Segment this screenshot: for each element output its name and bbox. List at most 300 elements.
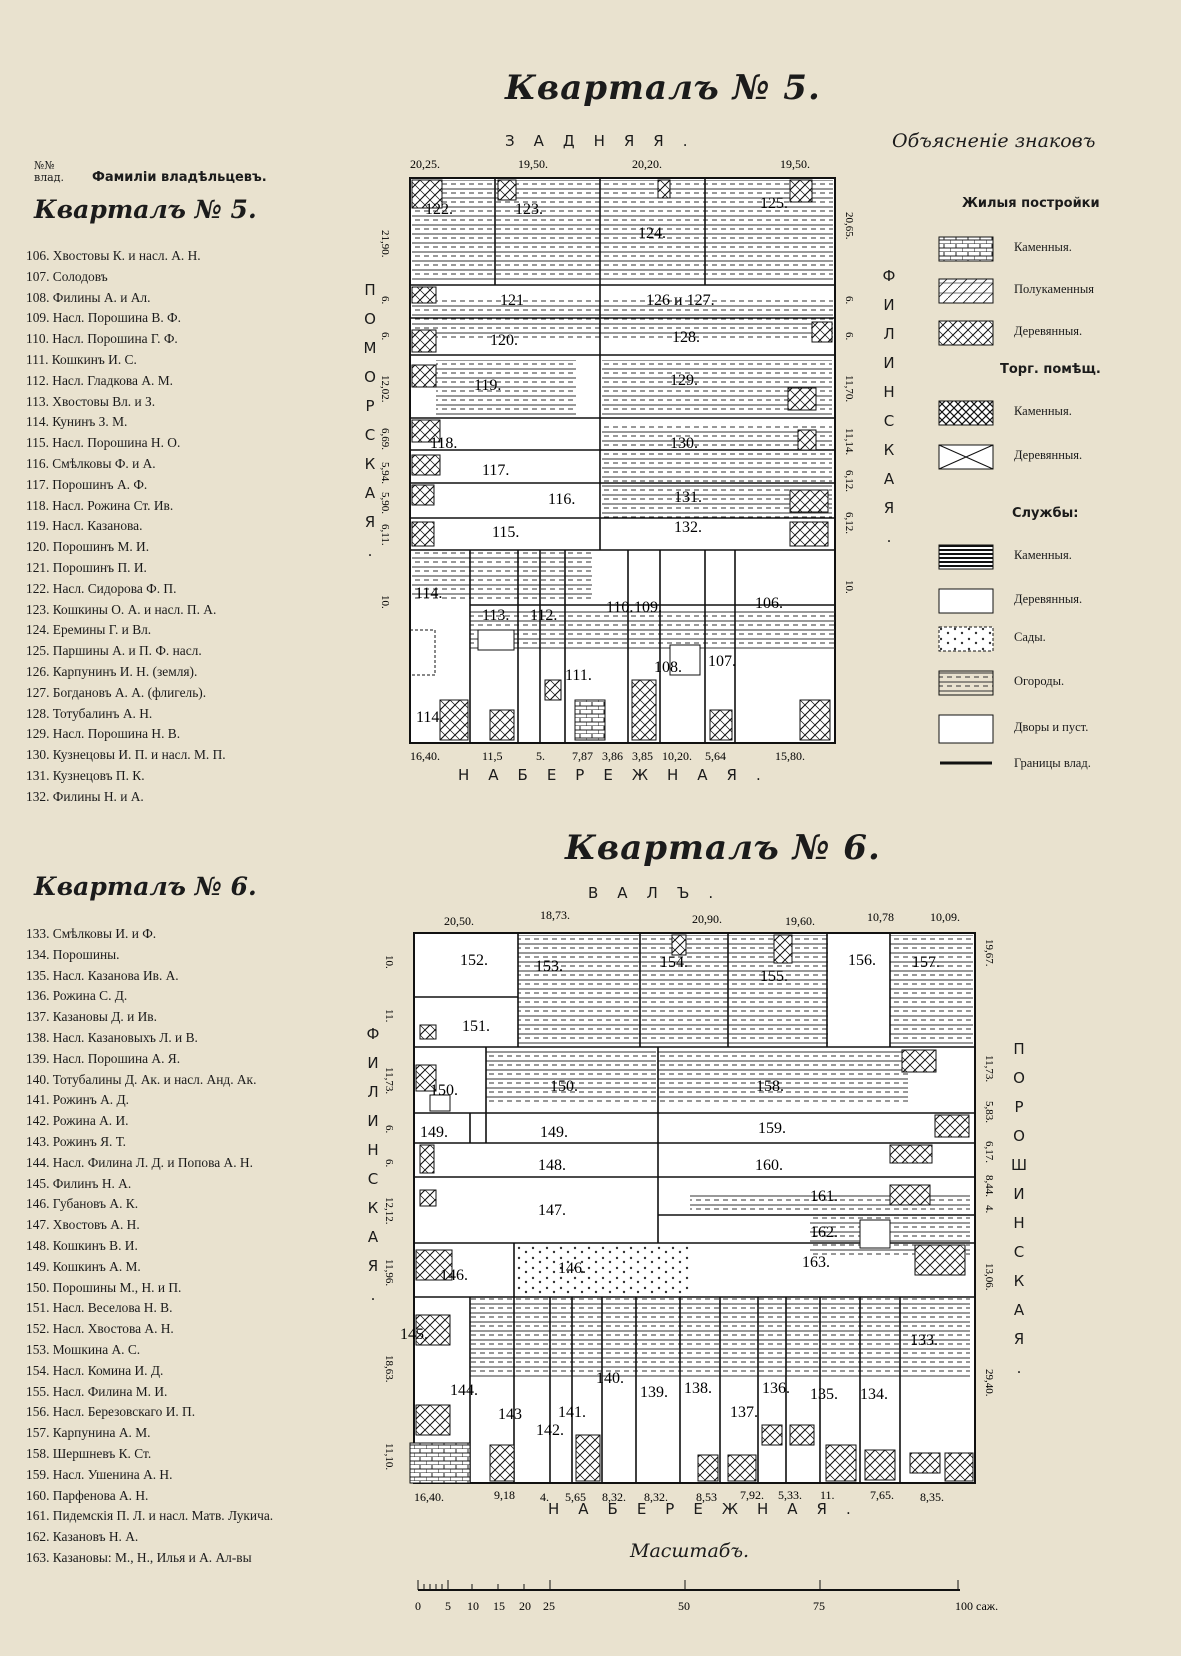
owner-list-item: 152. Насл. Хвостова А. Н. [26, 1321, 174, 1337]
street-letter: . [370, 1286, 376, 1304]
building-wooden [812, 322, 832, 342]
street-letter: П [364, 281, 376, 299]
building-wooden [710, 710, 732, 740]
kv5-bottom-dim: 11,5 [482, 749, 503, 763]
owner-list-item: 141. Рожинъ А. Д. [26, 1092, 129, 1108]
street-letter: Ф [366, 1025, 380, 1043]
kv6-left-dims [383, 955, 395, 1470]
lot-label: 155. [760, 968, 788, 985]
lot-label: 150. [430, 1082, 458, 1099]
legend-label: Полукаменныя [1014, 282, 1095, 296]
street-letter: К [367, 1199, 379, 1217]
lot-label: 139. [640, 1384, 668, 1401]
owner-list-item: 130. Кузнецовы И. П. и насл. М. П. [26, 747, 226, 763]
lot-label: 154. [660, 954, 688, 971]
owner-list-item: 150. Порошины М., Н. и П. [26, 1279, 182, 1295]
owner-list-item: 107. Солодовъ [26, 268, 108, 284]
kv6-right-dim: 29,40. [983, 1369, 995, 1397]
building-wooden [490, 710, 514, 740]
street-letter: О [364, 310, 376, 328]
building-wooden [412, 522, 434, 546]
kv6-right-dim: 8,44. [983, 1175, 995, 1197]
kv6-top-dim: 20,50. [444, 914, 474, 928]
building-wooden [790, 1425, 814, 1445]
owner-list-item: 110. Насл. Порошина Г. Ф. [26, 331, 178, 347]
legend-swatch-wooden-service [938, 588, 994, 614]
kv6-bottom-dim: 5,65 [565, 1490, 586, 1504]
lot-label: 110. [606, 599, 634, 616]
owner-list-item: 129. Насл. Порошина Н. В. [26, 726, 181, 742]
kv6-left-dim: 6. [383, 1159, 395, 1168]
lot-label: 125. [760, 195, 788, 212]
lot-label: 137. [730, 1404, 758, 1421]
kv5-street-top: ЗАДНЯЯ. [505, 132, 707, 150]
kv5-left-dim: 5,94. [379, 462, 391, 484]
lot-label: 150. [550, 1078, 578, 1095]
lot-label: 149. [420, 1124, 448, 1141]
lot-label: 111. [565, 667, 592, 684]
kv6-bottom-dim: 9,18 [494, 1488, 515, 1502]
street-letter: П [1013, 1040, 1025, 1058]
legend-swatch-gardens [938, 626, 994, 652]
building-wooden [826, 1445, 856, 1481]
legend-swatch-stone-service [938, 544, 994, 570]
legend-label: Деревянныя. [1014, 448, 1083, 462]
lot-label: 130. [670, 435, 698, 452]
owner-list-item: 137. Казановы Д. и Ив. [26, 1009, 157, 1025]
street-letter: М [363, 339, 377, 357]
building-stone [575, 700, 605, 740]
kv5-garden [412, 300, 833, 340]
street-letter: И [367, 1054, 379, 1072]
building-wooden [890, 1145, 932, 1163]
street-letter: Н [367, 1141, 379, 1159]
lot-label: 158. [756, 1078, 784, 1095]
street-letter: Н [883, 383, 895, 401]
kv5-bottom-dim: 16,40. [410, 749, 440, 763]
building-wooden [915, 1245, 965, 1275]
building-wooden [945, 1453, 973, 1481]
owner-list-item: 138. Насл. Казановыхъ Л. и В. [26, 1029, 198, 1045]
building-wooden [498, 180, 516, 200]
owner-list-item: 142. Рожина А. И. [26, 1113, 129, 1129]
kv5-left-dims [379, 230, 391, 609]
owner-list-item: 126. Карпунинъ И. Н. (земля). [26, 663, 198, 679]
building-wooden [788, 388, 816, 410]
owner-list-item: 125. Паршины А. и П. Ф. насл. [26, 643, 202, 659]
owner-list-item: 112. Насл. Гладкова А. М. [26, 372, 173, 388]
kv5-bottom-dim: 15,80. [775, 749, 805, 763]
kv6-right-dim: 13,06. [983, 1263, 995, 1291]
lot-label: 134. [860, 1386, 888, 1403]
lot-label: 157. [912, 954, 940, 971]
kv6-list-title: Кварталъ № 6. [34, 872, 257, 901]
kv5-bottom-dim: 5,64 [705, 749, 726, 763]
street-letter: С [367, 1170, 379, 1188]
owner-list-item: 151. Насл. Веселова Н. В. [26, 1300, 173, 1316]
lot-label: 114. [416, 709, 444, 726]
legend-label: Каменныя. [1014, 404, 1072, 418]
scale-tick: 75 [813, 1599, 825, 1613]
lot-label: 138. [684, 1380, 712, 1397]
owner-list-item: 136. Рожина С. Д. [26, 988, 128, 1004]
kv6-top-dim: 19,60. [785, 914, 815, 928]
owner-list-item: 146. Губановъ А. К. [26, 1196, 139, 1212]
owner-list-item: 113. Хвостовы Вл. и З. [26, 393, 156, 409]
kv6-title: Кварталъ № 6. [565, 828, 881, 868]
lot-label: 106. [755, 595, 783, 612]
legend-swatch-wooden-trade [938, 444, 994, 470]
building-wooden [698, 1455, 718, 1481]
kv5-bottom-dim: 5. [536, 749, 545, 763]
owner-list-item: 160. Парфенова А. Н. [26, 1487, 149, 1503]
legend-swatch-wooden-residential [938, 320, 994, 346]
kv5-right-dim: 20,65. [843, 212, 855, 240]
kv6-left-dim: 6. [383, 1125, 395, 1134]
legend-label: Сады. [1014, 630, 1046, 644]
owner-list-item: 143. Рожинъ Я. Т. [26, 1133, 126, 1149]
street-letter: Я [1013, 1330, 1025, 1348]
owner-list-item: 147. Хвостовъ А. Н. [26, 1217, 140, 1233]
kv5-bottom-dim: 3,86 [602, 749, 623, 763]
owner-list-item: 157. Карпунина А. М. [26, 1425, 151, 1441]
legend-label: Границы влад. [1014, 756, 1091, 770]
owners-names-header: Фамиліи владѣльцевъ. [92, 170, 267, 185]
building-wooden [632, 680, 656, 740]
lot-label: 116. [548, 491, 576, 508]
owner-list-item: 133. Смѣлковы И. и Ф. [26, 926, 157, 941]
kv6-bottom-dims [414, 1488, 944, 1504]
kv5-top-dim: 19,50. [780, 157, 810, 171]
kv5-bottom-dim: 3,85 [632, 749, 653, 763]
building-wooden [412, 485, 434, 505]
scale-tick: 50 [678, 1599, 690, 1613]
kv6-owners-list [26, 924, 273, 1569]
owner-list-item: 124. Еремины Г. и Вл. [26, 622, 152, 638]
street-letter: Ш [1010, 1156, 1028, 1174]
kv5-right-dim: 10. [843, 580, 855, 594]
kv6-garden [518, 935, 718, 1045]
building-wooden [910, 1453, 940, 1473]
lot-label: 114. [415, 585, 443, 602]
building-wooden [902, 1050, 936, 1072]
street-letter: О [364, 368, 376, 386]
building-wooden [790, 180, 812, 202]
owner-list-item: 131. Кузнецовъ П. К. [26, 767, 145, 783]
lot-label: 142. [536, 1422, 564, 1439]
building-wooden [545, 680, 561, 700]
building-stone [410, 1443, 470, 1483]
lot-label: 147. [538, 1202, 566, 1219]
owner-list-item: 156. Насл. Березовскаго И. П. [26, 1404, 196, 1420]
owner-list-item: 116. Смѣлковы Ф. и А. [26, 455, 156, 471]
owner-list-item: 132. Филины Н. и А. [26, 788, 144, 804]
lot-label: 141. [558, 1404, 586, 1421]
kv5-top-dim: 19,50. [518, 157, 548, 171]
owner-list-item: 149. Кошкинъ А. М. [26, 1258, 141, 1274]
kv6-bottom-dim: 4. [540, 1490, 549, 1504]
lot-label: 145. [400, 1326, 428, 1343]
lot-label: 126 и 127. [646, 292, 715, 309]
lot-label: 152. [460, 952, 488, 969]
street-letter: И [1013, 1185, 1025, 1203]
street-letter: Л [883, 325, 895, 343]
kv5-title: Кварталъ № 5. [505, 68, 821, 108]
kv6-left-dim: 11,10. [383, 1443, 395, 1471]
owner-list-item: 148. Кошкинъ В. И. [26, 1237, 138, 1253]
building-yard [860, 1220, 890, 1248]
scale-tick: 100 саж. [955, 1599, 999, 1613]
kv6-bottom-dim: 7,92. [740, 1488, 764, 1502]
legend-label: Деревянныя. [1014, 592, 1083, 606]
lot-label: 135. [810, 1386, 838, 1403]
legend-swatch-semi-stone [938, 278, 994, 304]
legend-swatch-stone-residential [938, 236, 994, 262]
street-letter: . [367, 542, 373, 560]
kv5-top-dims [410, 157, 810, 171]
kv5-right-dim: 11,14. [843, 428, 855, 456]
lot-label: 107. [708, 653, 736, 670]
kv5-list-title: Кварталъ № 5. [34, 195, 257, 224]
building-wooden [672, 935, 686, 955]
kv5-map [370, 150, 875, 765]
owner-list-item: 161. Пидемскія П. Л. и насл. Матв. Лукича. [26, 1508, 274, 1524]
lot-label: 129. [670, 372, 698, 389]
building-wooden [412, 365, 436, 387]
lot-label: 144. [450, 1382, 478, 1399]
street-letter: С [1013, 1243, 1025, 1261]
owner-list-item: 122. Насл. Сидорова Ф. П. [26, 580, 177, 596]
lot-label: 160. [755, 1157, 783, 1174]
scale-tick: 0 [415, 1599, 421, 1613]
kv6-left-dim: 11. [383, 1009, 395, 1023]
kv6-bottom-dim: 11. [820, 1488, 835, 1502]
building-wooden [420, 1190, 436, 1206]
street-letter: . [886, 528, 892, 546]
building-wooden [490, 1445, 514, 1481]
building-wooden [658, 180, 670, 198]
street-letter: Р [365, 397, 375, 415]
street-letter: А [364, 484, 376, 502]
kv6-right-dim: 6,17. [983, 1141, 995, 1163]
kv6-left-dim: 11,96. [383, 1259, 395, 1287]
lot-label: 156. [848, 952, 876, 969]
owner-list-item: 121. Порошинъ П. И. [26, 559, 147, 575]
lot-label: 128. [672, 329, 700, 346]
kv6-garden [890, 935, 973, 1045]
kv5-street-right [880, 262, 898, 552]
owner-list-item: 117. Порошинъ А. Ф. [26, 476, 148, 492]
kv6-right-dim: 4. [983, 1205, 995, 1214]
kv6-bottom-dim: 8,32. [644, 1490, 668, 1504]
scale-tick: 10 [467, 1599, 479, 1613]
kv5-right-dim: 6. [843, 296, 855, 305]
lot-label: 148. [538, 1157, 566, 1174]
kv6-bottom-dim: 8,32. [602, 1490, 626, 1504]
building-wooden [798, 430, 816, 450]
kv5-left-dim: 21,90. [379, 230, 391, 258]
kv5-garden [436, 360, 576, 415]
owners-num-header: №№ влад. [34, 159, 65, 184]
kv6-top-dim: 18,73. [540, 908, 570, 922]
kv5-owners-list [26, 246, 226, 808]
street-letter: Л [367, 1083, 379, 1101]
kv6-map [383, 905, 1015, 1505]
kv5-garden [470, 610, 835, 650]
lot-label: 151. [462, 1018, 490, 1035]
building-wooden [890, 1185, 930, 1205]
street-letter: Я [364, 513, 376, 531]
street-letter: И [883, 354, 895, 372]
lot-label: 121 [500, 292, 524, 309]
kv5-right-dim: 11,70. [843, 375, 855, 403]
building-wooden [790, 522, 828, 546]
legend-title: Объясненіе знаковъ [892, 130, 1096, 152]
street-letter: А [883, 470, 895, 488]
building-yard [478, 630, 514, 650]
kv5-left-dim: 6,11. [379, 524, 391, 546]
owner-list-item: 109. Насл. Порошина В. Ф. [26, 310, 181, 326]
kv6-bottom-dim: 7,65. [870, 1488, 894, 1502]
kv6-bottom-dim: 16,40. [414, 1490, 444, 1504]
kv6-right-dim: 19,67. [983, 939, 995, 967]
scale-tick: 25 [543, 1599, 555, 1613]
kv5-top-dim: 20,20. [632, 157, 662, 171]
lot-label: 120. [490, 332, 518, 349]
kv6-street-bottom: НАБЕРЕЖНАЯ. [548, 1500, 870, 1518]
street-letter: К [364, 455, 376, 473]
kv6-top-dim: 10,09. [930, 910, 960, 924]
kv5-street-bottom: НАБЕРЕЖНАЯ. [458, 766, 780, 784]
lot-label: 146. [440, 1267, 468, 1284]
lot-label: 163. [802, 1254, 830, 1271]
lot-label: 117. [482, 462, 510, 479]
lot-label: 131. [674, 489, 702, 506]
owner-list-item: 153. Мошкина А. С. [26, 1341, 141, 1357]
lot-label: 161. [810, 1188, 838, 1205]
building-wooden [412, 287, 436, 303]
building-wooden [935, 1115, 969, 1137]
legend-swatch-boundary [938, 758, 994, 768]
owner-list-item: 127. Богдановъ А. А. (флигель). [26, 684, 207, 700]
scale-tick: 20 [519, 1599, 531, 1613]
kv6-street-left [364, 1020, 382, 1310]
kv5-left-dim: 6. [379, 332, 391, 341]
kv5-left-dim: 5,90. [379, 492, 391, 514]
scale-tick: 15 [493, 1599, 505, 1613]
lot-label: 159. [758, 1120, 786, 1137]
kv6-right-dim: 5,83. [983, 1101, 995, 1123]
owner-list-item: 128. Тотубалинъ А. Н. [26, 705, 153, 721]
kv6-left-dim: 10. [383, 955, 395, 969]
owner-list-item: 140. Тотубалины Д. Ак. и насл. Анд. Ак. [26, 1071, 257, 1087]
owner-list-item: 135. Насл. Казанова Ив. А. [26, 967, 179, 983]
lot-label: 109. [634, 599, 662, 616]
kv5-right-dims [843, 212, 855, 594]
kv6-left-dim: 18,63. [383, 1355, 395, 1383]
owner-list-item: 139. Насл. Порошина А. Я. [26, 1050, 181, 1066]
kv6-street-top: ВАЛЪ. [588, 884, 733, 902]
legend-label: Каменныя. [1014, 548, 1072, 562]
owner-list-item: 155. Насл. Филина М. И. [26, 1383, 168, 1399]
legend-group-title: Жилыя постройки [962, 196, 1100, 211]
street-letter: И [367, 1112, 379, 1130]
building-wooden [412, 330, 436, 352]
owner-list-item: 134. Порошины. [26, 946, 120, 962]
lot-label: 122. [425, 201, 453, 218]
lot-label: 153. [535, 958, 563, 975]
legend-label: Деревянныя. [1014, 324, 1083, 338]
kv5-left-dim: 10. [379, 595, 391, 609]
owner-list-item: 144. Насл. Филина Л. Д. и Попова А. Н. [26, 1154, 253, 1170]
kv6-orchard [514, 1245, 689, 1295]
kv6-top-dim: 10,78 [867, 910, 894, 924]
street-letter: . [1016, 1359, 1022, 1377]
lot-label: 149. [540, 1124, 568, 1141]
kv6-right-dims [983, 939, 995, 1397]
owner-list-item: 123. Кошкины О. А. и насл. П. А. [26, 601, 217, 617]
building-wooden [440, 700, 468, 740]
kv5-bottom-dim: 10,20. [662, 749, 692, 763]
kv6-top-dim: 20,90. [692, 912, 722, 926]
street-letter: И [883, 296, 895, 314]
lot-label: 132. [674, 519, 702, 536]
kv5-left-dim: 6. [379, 296, 391, 305]
scale-tick: 5 [445, 1599, 451, 1613]
owner-list-item: 108. Филины А. и Ал. [26, 289, 151, 305]
building-wooden [420, 1145, 434, 1173]
street-letter: О [1013, 1069, 1025, 1087]
building-wooden [762, 1425, 782, 1445]
kv6-bottom-dim: 5,33. [778, 1488, 802, 1502]
lot-label: 119. [474, 377, 502, 394]
building-wooden [412, 455, 440, 475]
kv6-top-dims [444, 908, 960, 928]
kv5-right-dim: 6,12. [843, 512, 855, 534]
owner-list-item: 111. Кошкинъ И. С. [26, 351, 137, 367]
street-letter: Я [883, 499, 895, 517]
kv5-bottom-dim: 7,87 [572, 749, 593, 763]
lot-label: 140. [596, 1370, 624, 1387]
legend-label: Огороды. [1014, 674, 1065, 688]
building-wooden [865, 1450, 895, 1480]
scale-bar [410, 1566, 1030, 1628]
owner-list-item: 120. Порошинъ М. И. [26, 539, 150, 555]
street-letter: О [1013, 1127, 1025, 1145]
owner-list-item: 158. Шершневъ К. Ст. [26, 1445, 152, 1461]
kv6-left-dim: 11,73. [383, 1067, 395, 1095]
lot-label: 143 [498, 1406, 522, 1423]
building-wooden [420, 1025, 436, 1039]
legend-label: Каменныя. [1014, 240, 1072, 254]
lot-label: 108. [654, 659, 682, 676]
kv5-bottom-dims [410, 749, 805, 763]
owner-list-item: 118. Насл. Рожина Ст. Ив. [26, 497, 174, 513]
scale-title: Масштабъ. [630, 1540, 750, 1562]
kv6-bottom-dim: 8,53 [696, 1490, 717, 1504]
building-wooden [416, 1405, 450, 1435]
owner-list-item: 145. Филинъ Н. А. [26, 1175, 132, 1191]
owner-list-item: 154. Насл. Комина И. Д. [26, 1362, 164, 1378]
kv6-garden [718, 935, 828, 1045]
owner-list-item: 119. Насл. Казанова. [26, 518, 143, 534]
kv5-left-dim: 6,69. [379, 428, 391, 450]
lot-label: 133. [910, 1332, 938, 1349]
lot-label: 115. [492, 524, 520, 541]
building-wooden [576, 1435, 600, 1481]
building-wooden [728, 1455, 756, 1481]
legend-swatch-stone-trade [938, 400, 994, 426]
